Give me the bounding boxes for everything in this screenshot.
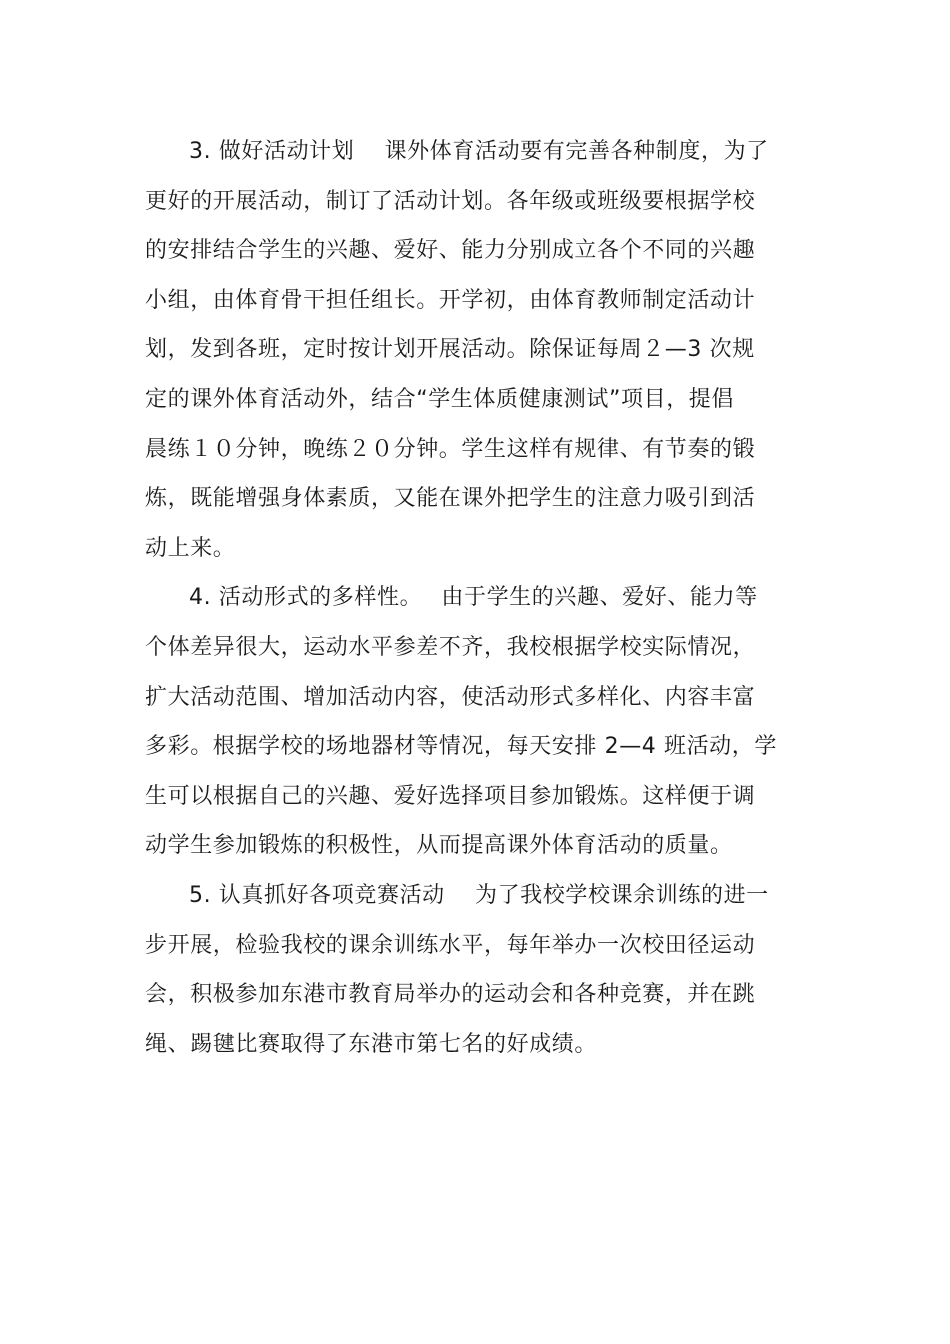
text-line: 会，积极参加东港市教育局举办的运动会和各种竞赛，并在跳 (145, 982, 756, 1008)
text-line: 扩大活动范围、增加活动内容，使活动形式多样化、内容丰富 (145, 684, 756, 710)
text-line: 定的课外体育活动外，结合“学生体质健康测试”项目，提倡 (145, 386, 734, 412)
text-line: 的安排结合学生的兴趣、爱好、能力分别成立各个不同的兴趣 (145, 238, 756, 264)
text-line: 5. 认真抓好各项竞赛活动 为了我校学校课余训练的进一 (189, 882, 769, 908)
paragraph-activity-plan (145, 127, 805, 573)
text-line: 个体差异很大，运动水平参差不齐，我校根据学校实际情况， (145, 634, 756, 660)
text-line: 3. 做好活动计划 课外体育活动要有完善各种制度，为了 (189, 139, 769, 164)
text-line: 多彩。根据学校的场地器材等情况，每天安排 2—4 班活动，学 (145, 734, 777, 760)
text-line: 动上来。 (145, 535, 236, 561)
text-line: 划，发到各班，定时按计划开展活动。除保证每周２—3 次规 (145, 337, 755, 363)
text-line: 炼，既能增强身体素质，又能在课外把学生的注意力吸引到活 (145, 486, 756, 512)
text-line: 更好的开展活动，制订了活动计划。各年级或班级要根据学校 (145, 188, 756, 214)
text-line: 小组，由体育骨干担任组长。开学初，由体育教师制定活动计 (145, 287, 756, 313)
text-line: 步开展，检验我校的课余训练水平，每年举办一次校田径运动 (145, 932, 756, 958)
text-line: 绳、踢毽比赛取得了东港市第七名的好成绩。 (145, 1031, 598, 1057)
text-line: 生可以根据自己的兴趣、爱好选择项目参加锻炼。这样便于调 (145, 783, 756, 809)
paragraph-competitions (145, 871, 805, 1069)
document-body (145, 127, 805, 1069)
paragraph-activity-diversity (145, 573, 805, 871)
text-line: 4. 活动形式的多样性。 由于学生的兴趣、爱好、能力等 (189, 585, 758, 611)
text-line: 晨练１０分钟，晚练２０分钟。学生这样有规律、有节奏的锻 (145, 436, 756, 462)
text-line: 动学生参加锻炼的积极性，从而提高课外体育活动的质量。 (145, 833, 733, 859)
